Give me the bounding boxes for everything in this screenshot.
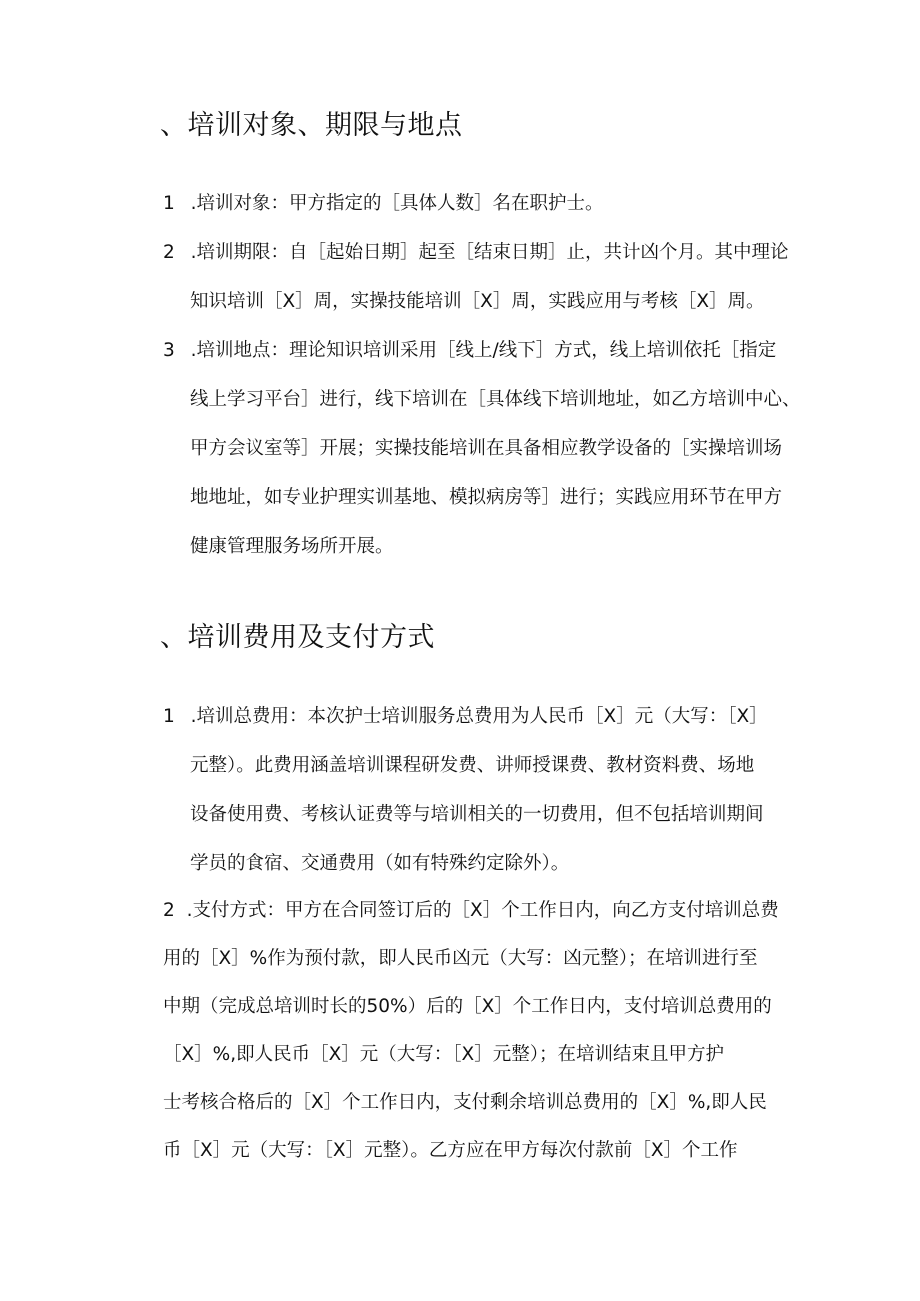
section-1-item-1	[163, 190, 604, 218]
section-1-item-2	[163, 239, 789, 267]
item-number: 1	[163, 193, 175, 214]
item-text: .培训总费用：本次护士培训服务总费用为人民币［X］元（大写：［X］	[190, 706, 768, 727]
item-continuation: 设备使用费、考核认证费等与培训相关的一切费用，但不包括培训期间	[190, 804, 764, 825]
section-1-title: 、培训对象、期限与地点	[160, 110, 463, 141]
section-2-title: 、培训费用及支付方式	[160, 622, 435, 653]
item-continuation: 士考核合格后的［X］个工作日内，支付剩余培训总费用的［X］%,即人民	[163, 1092, 767, 1113]
item-continuation: 学员的食宿、交通费用（如有特殊约定除外）。	[190, 853, 570, 874]
item-number: 1	[163, 706, 175, 727]
item-continuation: 中期（完成总培训时长的50%）后的［X］个工作日内，支付培训总费用的	[163, 996, 772, 1017]
item-continuation: 健康管理服务场所开展。	[190, 536, 394, 557]
item-continuation: 知识培训［X］周，实操技能培训［X］周，实践应用与考核［X］周。	[190, 291, 765, 312]
item-text: .培训期限：自［起始日期］起至［结束日期］止，共计凶个月。其中理论	[190, 242, 789, 263]
item-text: .培训地点：理论知识培训采用［线上/线下］方式，线上培训依托［指定	[190, 340, 777, 361]
section-2-item-2	[163, 897, 779, 925]
item-continuation: 甲方会议室等］开展；实操技能培训在具备相应教学设备的［实操培训场	[190, 438, 783, 459]
item-continuation: ［X］%,即人民币［X］元（大写：［X］元整）；在培训结束且甲方护	[163, 1044, 724, 1065]
item-continuation: 线上学习平台］进行，线下培训在［具体线下培训地址，如乙方培训中心、	[190, 389, 801, 410]
item-text: .培训对象：甲方指定的［具体人数］名在职护士。	[190, 193, 604, 214]
section-1-item-3	[163, 337, 776, 365]
item-number: 3	[163, 340, 175, 361]
item-number: 2	[163, 900, 175, 921]
item-continuation: 地地址，如专业护理实训基地、模拟病房等］进行；实践应用环节在甲方	[190, 487, 783, 508]
section-2-item-1	[163, 703, 768, 731]
item-continuation: 币［X］元（大写：［X］元整）。乙方应在甲方每次付款前［X］个工作	[163, 1140, 738, 1161]
item-continuation: 用的［X］%作为预付款，即人民币凶元（大写：凶元整）；在培训进行至	[163, 948, 758, 969]
item-number: 2	[163, 242, 175, 263]
item-continuation: 元整）。此费用涵盖培训课程研发费、讲师授课费、教材资料费、场地	[190, 755, 755, 776]
item-text: .支付方式：甲方在合同签订后的［X］个工作日内，向乙方支付培训总费	[186, 900, 779, 921]
